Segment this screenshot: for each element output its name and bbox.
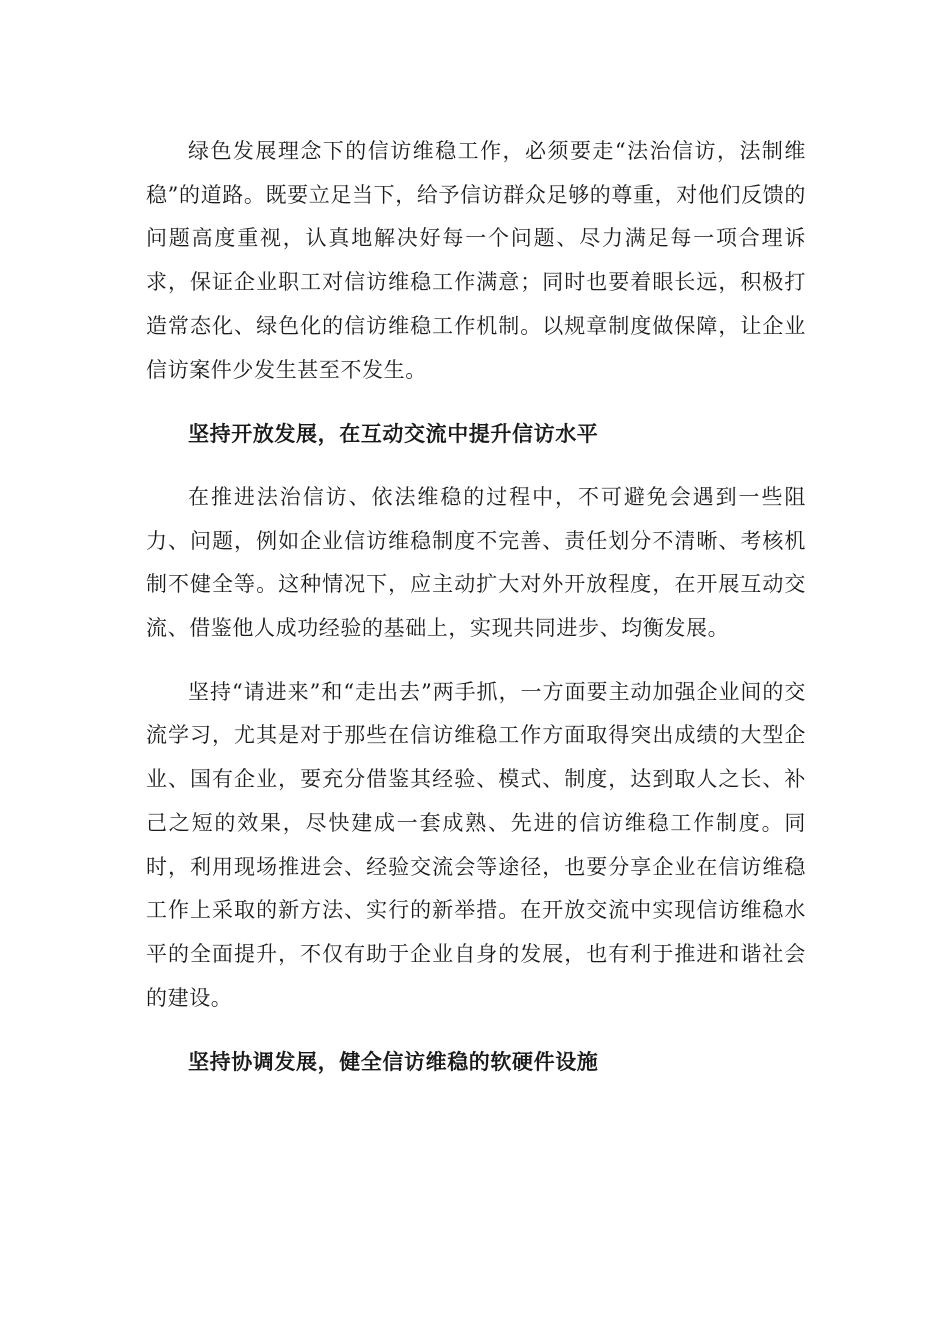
section-heading-coordinated-development: 坚持协调发展，健全信访维稳的软硬件设施 (188, 1049, 599, 1075)
document-page (146, 130, 806, 1084)
paragraph-rule-of-law: 在推进法治信访、依法维稳的过程中，不可避免会遇到一些阻力、问题，例如企业信访维稳制度不完善、责任划分不清晰、考核机制不健全等。这种情况下，应主动扩大对外开放程度，在开展互动交流、借鉴他人成功经验的基础上，实现共同进步、均衡发展。 (146, 484, 806, 641)
paragraph-green-development: 绿色发展理念下的信访维稳工作，必须要走“法治信访，法制维稳”的道路。既要立足当下，给予信访群众足够的尊重，对他们反馈的问题高度重视，认真地解决好每一个问题、尽力满足每一项合理诉求，保证企业职工对信访维稳工作满意；同时也要着眼长远，积极打造常态化、绿色化的信访维稳工作机制。以规章制度做保障，让企业信访案件少发生甚至不发生。 (146, 139, 806, 382)
section-heading-open-development: 坚持开放发展，在互动交流中提升信访水平 (188, 421, 599, 447)
paragraph-exchange-learning: 坚持“请进来”和“走出去”两手抓，一方面要主动加强企业间的交流学习，尤其是对于那些在信访维稳工作方面取得突出成绩的大型企业、国有企业，要充分借鉴其经验、模式、制度，达到取人之长、补己之短的效果，尽快建成一套成熟、先进的信访维稳工作制度。同时，利用现场推进会、经验交流会等途径，也要分享企业在信访维稳工作上采取的新方法、实行的新举措。在开放交流中实现信访维稳水平的全面提升，不仅有助于企业自身的发展，也有利于推进和谐社会的建设。 (146, 679, 806, 1010)
